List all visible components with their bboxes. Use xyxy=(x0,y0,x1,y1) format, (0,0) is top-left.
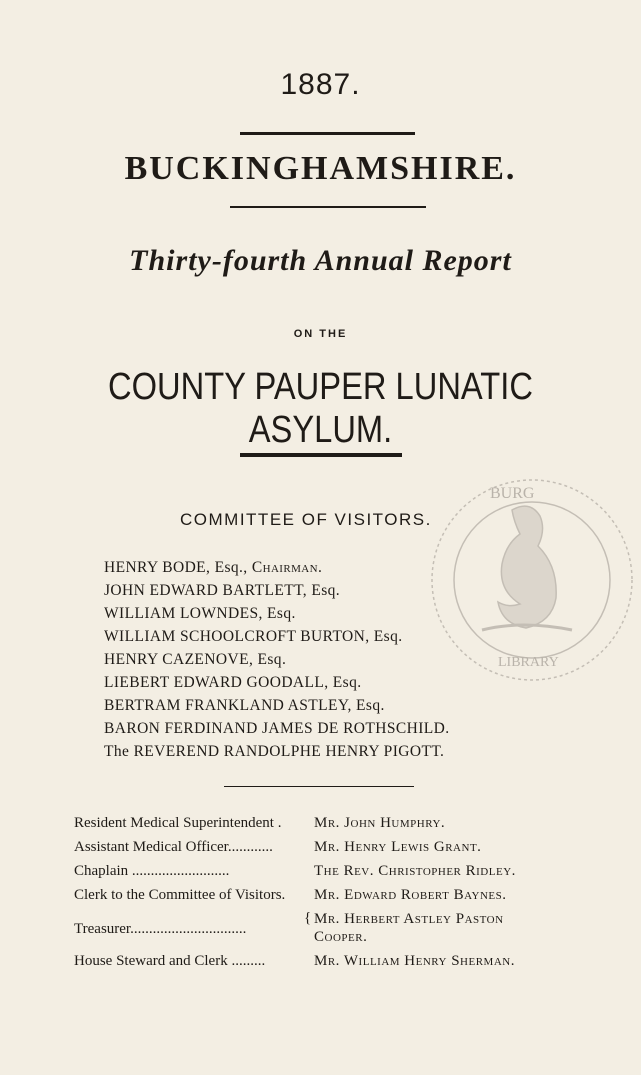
committee-members xyxy=(104,556,450,763)
divider-rule xyxy=(230,206,426,208)
seal-text-bottom: LIBRARY xyxy=(498,655,559,670)
officer-row: Treasurer............................... { Mr. Herbert Astley Paston Cooper. xyxy=(74,910,504,945)
report-title: Thirty-fourth Annual Report xyxy=(129,244,512,277)
committee-member: WILLIAM SCHOOLCROFT BURTON, Esq. xyxy=(104,628,403,645)
county-seal-swan-icon xyxy=(432,480,632,680)
divider-rule xyxy=(240,132,415,135)
report-year: 1887. xyxy=(280,68,361,101)
committee-member: HENRY BODE, Esq., Chairman. xyxy=(104,559,323,576)
committee-member: LIEBERT EDWARD GOODALL, Esq. xyxy=(104,674,362,691)
committee-member: HENRY CAZENOVE, Esq. xyxy=(104,651,287,668)
on-the-label: ON THE xyxy=(293,328,348,340)
committee-member: JOHN EDWARD BARTLETT, Esq. xyxy=(104,582,341,599)
committee-member: The REVEREND RANDOLPHE HENRY PIGOTT. xyxy=(104,743,445,760)
committee-member: BERTRAM FRANKLAND ASTLEY, Esq. xyxy=(104,697,385,714)
institution-name: COUNTY PAUPER LUNATIC ASYLUM. xyxy=(108,366,533,451)
seal-text-top: BURG xyxy=(490,485,535,502)
county-name: BUCKINGHAMSHIRE. xyxy=(124,150,517,187)
divider-rule xyxy=(240,453,402,457)
committee-title: COMMITTEE OF VISITORS. xyxy=(180,510,432,529)
committee-member: WILLIAM LOWNDES, Esq. xyxy=(104,605,296,622)
divider-rule xyxy=(224,786,414,787)
brace: { xyxy=(304,910,312,926)
committee-member: BARON FERDINAND JAMES DE ROTHSCHILD. xyxy=(104,720,450,737)
